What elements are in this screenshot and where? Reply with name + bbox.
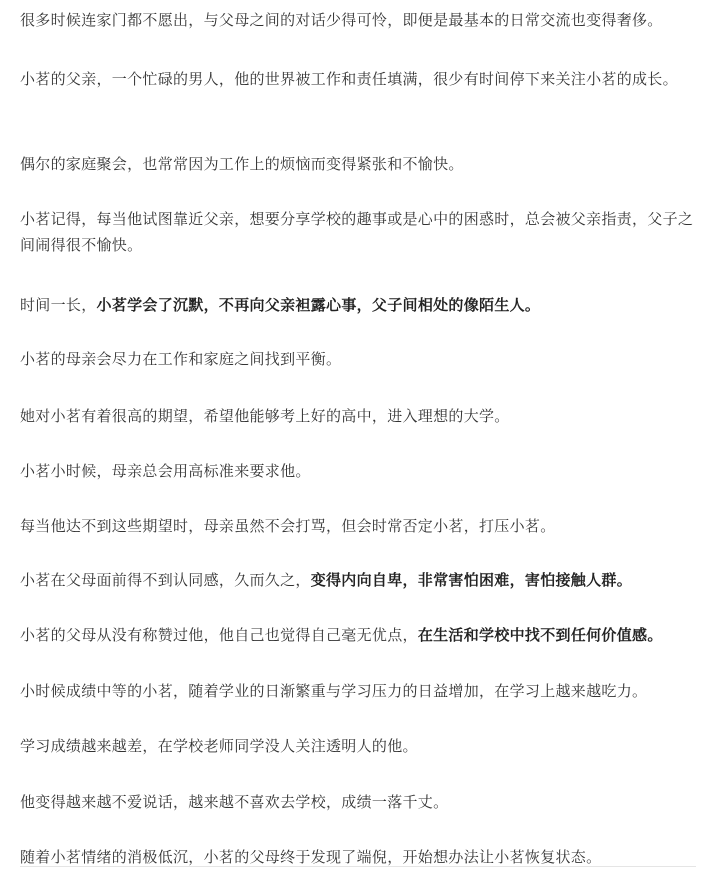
paragraph-bold-text: 变得内向自卑，非常害怕困难，害怕接触人群。 (310, 571, 633, 589)
paragraph-text: 学习成绩越来越差，在学校老师同学没人关注透明人的他。 (20, 737, 418, 755)
paragraph-bold-text: 在生活和学校中找不到任何价值感。 (417, 626, 663, 644)
paragraph (20, 678, 696, 704)
paragraph-text: 小茗的母亲会尽力在工作和家庭之间找到平衡。 (20, 350, 342, 368)
paragraph-text: 小茗小时候，母亲总会用高标准来要求他。 (20, 462, 311, 480)
paragraph-text: 小时候成绩中等的小茗，随着学业的日渐繁重与学习压力的日益增加，在学习上越来越吃力。 (20, 682, 648, 700)
paragraph-text: 时间一长， (20, 296, 97, 314)
paragraph (20, 622, 696, 648)
paragraph (20, 346, 696, 372)
paragraph-text: 她对小茗有着很高的期望，希望他能够考上好的高中，进入理想的大学。 (20, 407, 510, 425)
bottom-divider (20, 866, 696, 867)
paragraph (20, 789, 696, 815)
paragraph (20, 567, 696, 593)
paragraph-text: 很多时候连家门都不愿出，与父母之间的对话少得可怜，即便是最基本的日常交流也变得奢侈。 (20, 11, 663, 29)
paragraph-text: 小茗记得，每当他试图靠近父亲，想要分享学校的趣事或是心中的困惑时，总会被父亲指责，父子之间闹得很不愉快。 (20, 210, 694, 254)
paragraph (20, 206, 696, 258)
paragraph-bold-text: 小茗学会了沉默，不再向父亲袒露心事，父子间相处的像陌生人。 (96, 296, 541, 314)
paragraph (20, 513, 696, 539)
paragraph-text: 随着小茗情绪的消极低沉，小茗的父母终于发现了端倪，开始想办法让小茗恢复状态。 (20, 848, 602, 866)
paragraph (20, 458, 696, 484)
paragraph-text: 偶尔的家庭聚会，也常常因为工作上的烦恼而变得紧张和不愉快。 (20, 155, 464, 173)
paragraph (20, 292, 696, 318)
paragraph-text: 小茗的父亲，一个忙碌的男人，他的世界被工作和责任填满，很少有时间停下来关注小茗的成长。 (20, 70, 678, 88)
paragraph (20, 151, 696, 177)
paragraph-text: 每当他达不到这些期望时，母亲虽然不会打骂，但会时常否定小茗，打压小茗。 (20, 517, 556, 535)
paragraph-text: 小茗在父母面前得不到认同感，久而久之， (20, 571, 311, 589)
paragraph (20, 733, 696, 759)
paragraph (20, 66, 696, 92)
paragraph-text: 小茗的父母从没有称赞过他，他自己也觉得自己毫无优点， (20, 626, 418, 644)
paragraph-text: 他变得越来越不爱说话，越来越不喜欢去学校，成绩一落千丈。 (20, 793, 449, 811)
paragraph (20, 7, 696, 33)
paragraph (20, 403, 696, 429)
